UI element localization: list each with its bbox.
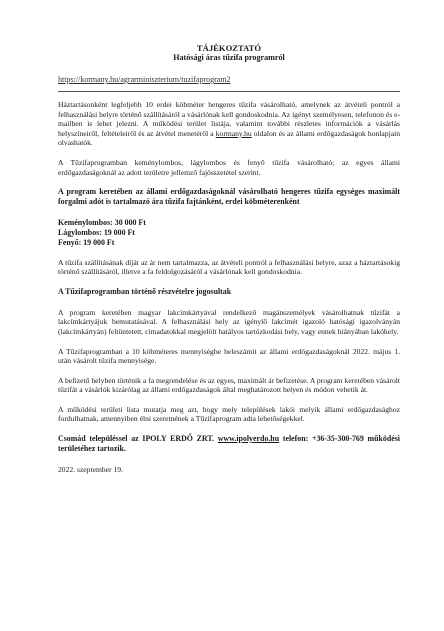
- divider: [58, 91, 400, 92]
- contact-text-b: telefon: +36-35-300-769 működési területéhez tartozik.: [58, 434, 400, 453]
- paragraph-quantity: A Tűzifaprogramban a 10 köbméteres mennyiségbe beleszámít az állami erdőgazdaságoknál 2022. május 1. után vásárolt tűzifa mennyisége.: [58, 346, 400, 366]
- para1-text-b: oldalon és az állami erdőgazdaságok honlapjain olvashatók.: [58, 128, 400, 148]
- eligibility-heading: A Tűzifaprogramban történő részvételre jogosultak: [58, 286, 232, 296]
- paragraph-purchase-info: [58, 100, 400, 148]
- contact-text-a: Csomád településsel az IPOLY ERDŐ ZRT.: [58, 434, 218, 444]
- contact-info: [58, 434, 400, 454]
- document-title: TÁJÉKOZTATÓ: [196, 43, 262, 53]
- price-hardwood: Keménylombos: 30 000 Ft: [58, 217, 146, 227]
- ipolyerdo-link[interactable]: www.ipolyerdo.hu: [217, 434, 280, 444]
- paragraph-eligibility: A program keretében magyar lakcímkártyával rendelkező magánszemélyek vásárolhatnak tűzifát a lakcímkártyájuk bemutatásával. A felhasználási hely az igénylő lakcímét igazoló hatósági igazolványán (lakcímkártyán) feltüntetett, címadatokkal megjelölt hatályos tartózkodási hely, vagy ennek hiányában lakóhely.: [58, 307, 400, 336]
- paragraph-payment: A befizető helyben történik a fa megrendelése és az egyes, maximált ár befizetése. A program keretében vásárolt tűzifát a vásárlók kizárólag az állami erdőgazdaságok által meghatározott helyen és módon vehetik át.: [58, 375, 400, 395]
- price-pine: Fenyő: 19 000 Ft: [58, 237, 115, 247]
- document-date: 2022. szeptember 19.: [58, 464, 123, 474]
- paragraph-area-list: A működési területi lista mutatja meg azt, hogy mely települések lakói melyik állami erdőgazdasághoz fordulhatnak, amennyiben élni szeretnének a Tűzifaprogram adta lehetőségekkel.: [58, 404, 400, 424]
- program-url-link[interactable]: https://kormany.hu/agrarminiszterium/tuzifaprogram2: [58, 75, 231, 84]
- document-subtitle: Hatósági áras tűzifa programról: [173, 53, 285, 62]
- price-list: [58, 218, 400, 248]
- paragraph-wood-types: A Tűzifaprogramban keménylombos, lágylombos és fenyő tűzifa vásárolható; az egyes állami erdőgazdaságoknál az adott területre jellemző fajösszetétel szerint.: [58, 157, 400, 177]
- para1-text-a: Háztartásonként legfeljebb 10 erdei köbméter hengeres tűzifa vásárolható, amelynek az átvételi pontról a felhasználási helyre történő szállításáról a vásárlónak kell gondoskodnia. Az igényt személyesen, telefonon és e-mailben is lehet jelezni. A működési terület listája, valamint további részletes információk a vásárlás helyszíneiről, feltételeiről és az átvétel menetéről a: [58, 100, 400, 138]
- price-softwood: Lágylombos: 19 000 Ft: [58, 227, 135, 237]
- paragraph-transport: A tűzifa szállításának díját az ár nem tartalmazza, az átvételi pontról a felhasználási helyre, azaz a háztartásokig történő szállításáról, illetve a fa feldolgozásáról a vásárlónak kell gondoskodnia.: [58, 257, 400, 277]
- kormany-link[interactable]: kormany.hu: [215, 128, 252, 138]
- price-heading: A program keretében az állami erdőgazdaságoknál vásárolható hengeres tűzifa egységes maximált forgalmi adót is tartalmazó ára tűzifa fajtánként, erdei köbméterenként: [58, 187, 400, 206]
